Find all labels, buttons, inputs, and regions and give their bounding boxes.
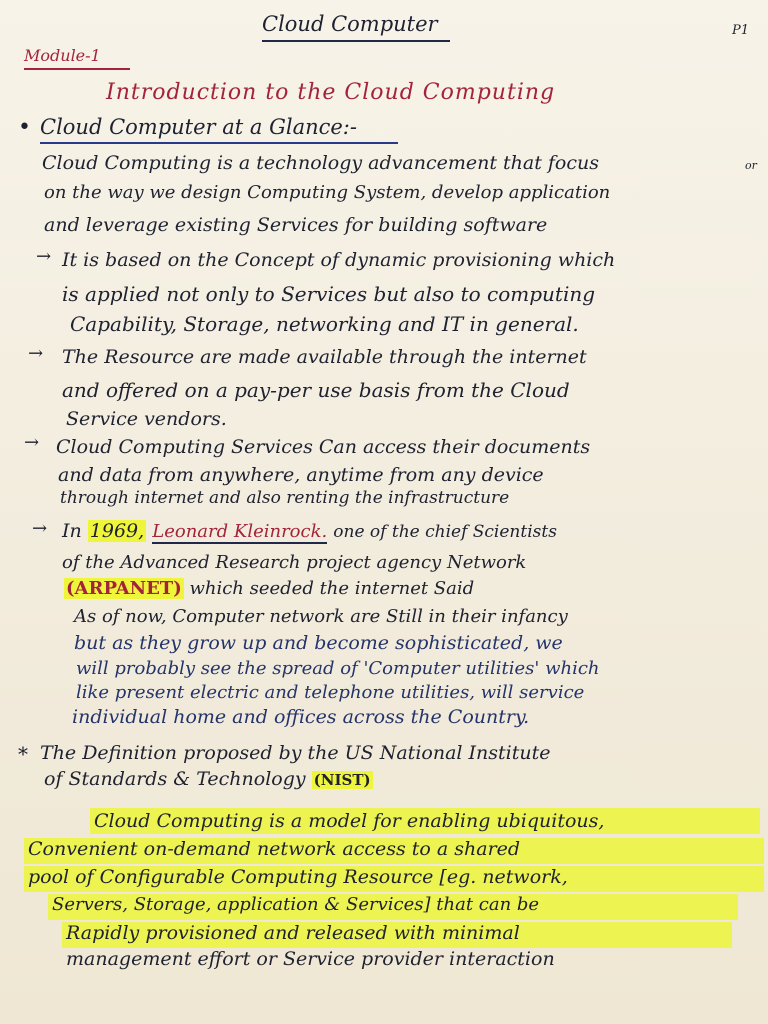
page-number: P1 xyxy=(732,23,750,38)
intro-line-1: Cloud Computing is a technology advancement that focus xyxy=(42,152,599,174)
def-quote-line-5: Rapidly provisioned and released with minimal xyxy=(66,922,520,944)
arpanet-highlight: (ARPANET) xyxy=(66,578,182,599)
point-1-line-3: Capability, Storage, networking and IT in general. xyxy=(70,312,579,336)
quote-line-5: individual home and offices across the Country. xyxy=(72,706,530,728)
point-1-line-2: is applied not only to Services but also to computing xyxy=(62,282,596,306)
def-quote-line-1: Cloud Computing is a model for enabling ubiquitous, xyxy=(94,810,605,832)
section-bullet: • xyxy=(18,115,31,140)
definition-line-1: The Definition proposed by the US National Institute xyxy=(40,742,551,764)
arrow-marker: → xyxy=(36,246,52,267)
quote-line-3: will probably see the spread of 'Computer utilities' which xyxy=(76,658,600,679)
def-quote-line-3: pool of Configurable Computing Resource [eg. network, xyxy=(28,866,568,888)
module-underline xyxy=(24,68,130,70)
page-title: Cloud Computer xyxy=(262,12,438,36)
definition-line-2 xyxy=(44,770,373,789)
def-quote-line-4: Servers, Storage, application & Services] that can be xyxy=(52,894,540,915)
intro-line-2: on the way we design Computing System, develop application xyxy=(44,182,611,203)
history-line-1 xyxy=(62,522,557,541)
title-underline xyxy=(262,40,450,42)
point-3-line-1: Cloud Computing Services Can access their documents xyxy=(56,436,591,458)
nist-highlight: (NIST) xyxy=(313,771,371,789)
def-quote-line-6: management effort or Service provider interaction xyxy=(66,948,555,970)
point-2-line-3: Service vendors. xyxy=(66,408,227,430)
page-subtitle: Introduction to the Cloud Computing xyxy=(106,80,556,105)
point-2-line-1: The Resource are made available through the internet xyxy=(62,346,587,368)
intro-line-3: and leverage existing Services for building software xyxy=(44,214,548,236)
history-line-3 xyxy=(64,580,474,598)
history-line-2: of the Advanced Research project agency Network xyxy=(62,552,527,573)
point-2-line-2: and offered on a pay-per use basis from the Cloud xyxy=(62,378,570,402)
definition-bullet: * xyxy=(18,742,28,766)
definition-line-2-text: of Standards & Technology xyxy=(44,768,306,790)
point-3-line-2: and data from anywhere, anytime from any device xyxy=(58,464,544,486)
history-line-3-text: which seeded the internet Said xyxy=(189,578,475,599)
person-name: Leonard Kleinrock. xyxy=(152,521,328,542)
quote-line-2: but as they grow up and become sophisticated, we xyxy=(74,632,563,654)
def-quote-line-2: Convenient on-demand network access to a shared xyxy=(28,838,521,860)
quote-line-1: As of now, Computer network are Still in their infancy xyxy=(74,606,568,627)
history-prefix: In xyxy=(62,520,82,542)
intro-superscript: or xyxy=(745,159,757,172)
point-1-line-1: It is based on the Concept of dynamic provisioning which xyxy=(62,249,616,271)
arrow-marker: → xyxy=(32,518,48,539)
history-suffix: one of the chief Scientists xyxy=(333,522,557,542)
arrow-marker: → xyxy=(24,432,40,453)
section-heading-underline xyxy=(40,142,398,144)
quote-line-4: like present electric and telephone utilities, will service xyxy=(76,682,585,703)
point-3-line-3: through internet and also renting the infrastructure xyxy=(60,488,510,508)
module-label: Module-1 xyxy=(24,46,101,65)
section-heading: Cloud Computer at a Glance:- xyxy=(40,115,357,139)
year-highlight: 1969, xyxy=(89,520,145,542)
arrow-marker: → xyxy=(28,343,44,364)
